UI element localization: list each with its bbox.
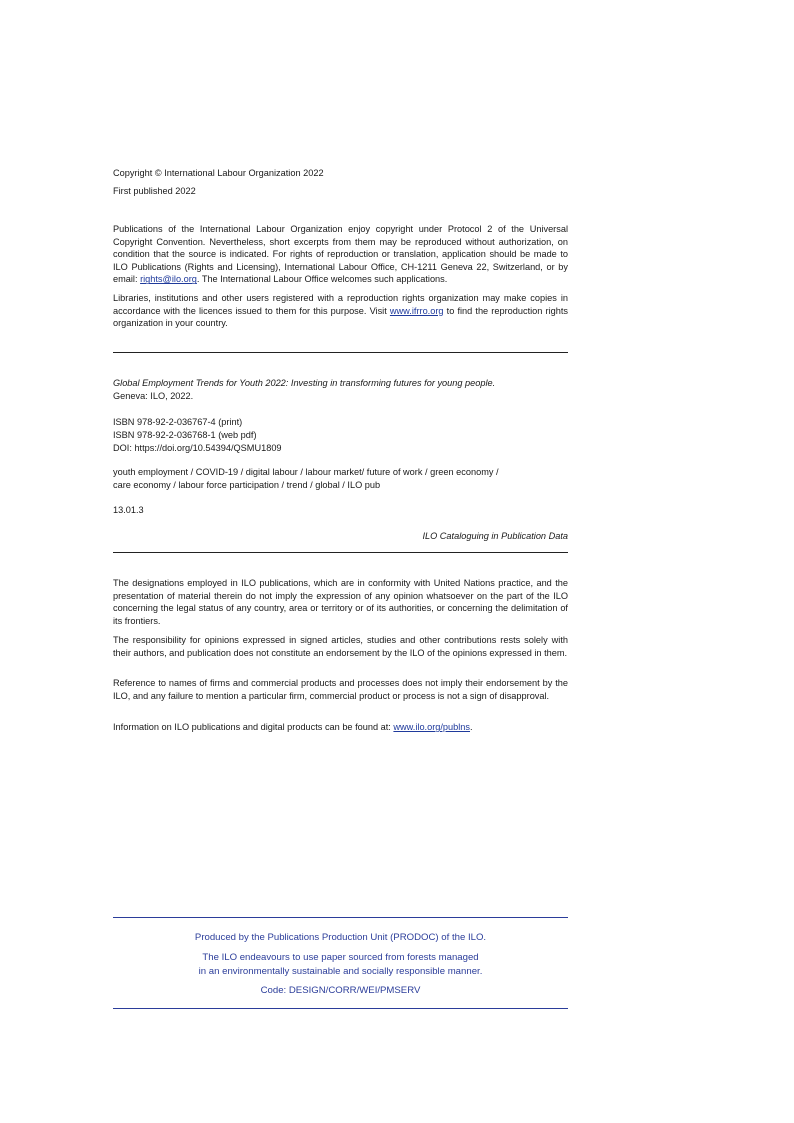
rro-paragraph-tail: to find the reproduction rights organization in your country. bbox=[113, 305, 568, 329]
first-published-line: First published 2022 bbox=[113, 186, 196, 196]
disclaimer-reference: Reference to names of firms and commercial products and processes does not imply their endorsement by the ILO, and any failure to mention a particular firm, commercial product or process is not a sign of disapproval. bbox=[113, 678, 568, 701]
catalogue-title: Global Employment Trends for Youth 2022: Investing in transforming futures for young people. bbox=[113, 378, 496, 388]
keywords-line-2: care economy / labour force participation / trend / global / ILO pub bbox=[113, 480, 381, 490]
rro-paragraph-text: Libraries, institutions and other users registered with a reproduction rights organization may make copies in accordance with the licences issued to them for this purpose. Visit bbox=[113, 293, 568, 316]
catalogue-code: 13.01.3 bbox=[113, 505, 144, 515]
ifrro-link[interactable]: www.ifrro.org bbox=[389, 305, 444, 316]
production-rule-bottom bbox=[113, 1008, 568, 1009]
disclaimer-designations: The designations employed in ILO publications, which are in conformity with United Nations practice, and the presentation of material therein do not imply the expression of any opinion whatsoever on the part of the ILO concerning the legal status of any country, area or territory or of its authorities, or concerning the delimitation of its frontiers. bbox=[113, 578, 568, 626]
production-code: Code: DESIGN/CORR/WEI/PMSERV bbox=[260, 985, 421, 996]
production-rule-top bbox=[113, 917, 568, 918]
cip-label: ILO Cataloguing in Publication Data bbox=[422, 531, 568, 541]
divider-top bbox=[113, 352, 568, 353]
production-unit-line: Produced by the Publications Production Unit (PRODOC) of the ILO. bbox=[194, 932, 487, 943]
publications-info-tail: . bbox=[470, 722, 473, 732]
isbn-web: ISBN 978-92-2-036768-1 (web pdf) bbox=[113, 430, 257, 440]
keywords-line-1: youth employment / COVID-19 / digital labour / labour market/ future of work / green economy / bbox=[113, 467, 499, 477]
rights-paragraph bbox=[113, 223, 568, 286]
publications-info-text: Information on ILO publications and digital products can be found at: bbox=[113, 722, 394, 732]
catalogue-publisher: Geneva: ILO, 2022. bbox=[113, 391, 194, 401]
copyright-line: Copyright © International Labour Organization 2022 bbox=[113, 168, 324, 178]
publications-info bbox=[113, 721, 568, 734]
isbn-print: ISBN 978-92-2-036767-4 (print) bbox=[113, 417, 243, 427]
paper-sourcing-line-1: The ILO endeavours to use paper sourced from forests managed bbox=[202, 952, 479, 963]
doi-line: DOI: https://doi.org/10.54394/QSMU1809 bbox=[113, 443, 282, 453]
disclaimer-responsibility: The responsibility for opinions expressed in signed articles, studies and other contributions rests solely with their authors, and publication does not constitute an endorsement by the ILO of the opinions expressed in them. bbox=[113, 635, 568, 658]
divider-bottom bbox=[113, 552, 568, 553]
rights-paragraph-tail: . The International Labour Office welcomes such applications. bbox=[196, 274, 448, 285]
rro-paragraph bbox=[113, 292, 568, 330]
rights-email-link[interactable]: rights@ilo.org bbox=[140, 274, 197, 285]
ilo-publns-link[interactable]: www.ilo.org/publns bbox=[393, 722, 471, 732]
rights-paragraph-text: Publications of the International Labour Organization enjoy copyright under Protocol 2 of the Universal Copyright Convention. Nevertheless, short excerpts from them may be reproduced without authorization, on condition that the source is indicated. For rights of reproduction or translation, application should be made to ILO Publications (Rights and Licensing), International Labour Office, CH-1211 Geneva 22, Switzerland, or by email: bbox=[113, 224, 568, 285]
paper-sourcing-line-2: in an environmentally sustainable and socially responsible manner. bbox=[198, 966, 483, 977]
